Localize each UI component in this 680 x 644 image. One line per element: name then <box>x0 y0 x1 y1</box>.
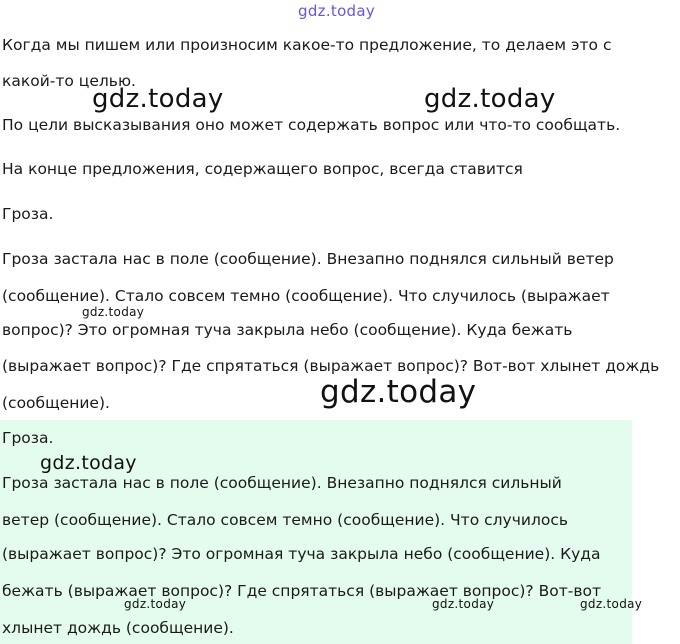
intro-line-2: какой-то целью. <box>2 72 136 90</box>
text-line-5: (сообщение). <box>2 394 110 412</box>
watermark-small-mid: gdz.today <box>82 305 145 319</box>
watermark-small-bottom-1: gdz.today <box>124 597 187 611</box>
watermark-large-right: gdz.today <box>424 84 556 114</box>
intro-line-1: Когда мы пишем или произносим какое-то предложение, то делаем это с <box>2 36 612 54</box>
watermark-answer-top: gdz.today <box>40 452 137 474</box>
answer-line-4: бежать (выражает вопрос)? Где спрятаться (выражает вопрос)? Вот-вот <box>2 582 601 600</box>
watermark-large-left: gdz.today <box>92 84 224 114</box>
answer-line-3: (выражает вопрос)? Это огромная туча закрыла небо (сообщение). Куда <box>2 545 601 563</box>
text-line-2: (сообщение). Стало совсем темно (сообщение). Что случилось (выражает <box>2 287 610 305</box>
text-line-1: Гроза застала нас в поле (сообщение). Внезапно поднялся сильный ветер <box>2 250 614 268</box>
text-line-4: (выражает вопрос)? Где спрятаться (выражает вопрос)? Вот-вот хлынет дождь <box>2 357 660 375</box>
answer-line-1: Гроза застала нас в поле (сообщение). Внезапно поднялся сильный <box>2 474 562 492</box>
watermark-top: gdz.today <box>298 2 376 20</box>
watermark-small-bottom-3: gdz.today <box>580 597 643 611</box>
intro-line-4: На конце предложения, содержащего вопрос, всегда ставится <box>2 160 523 178</box>
intro-line-3: По цели высказывания оно может содержать вопрос или что-то сообщать. <box>2 116 621 134</box>
answer-line-2: ветер (сообщение). Стало совсем темно (сообщение). Что случилось <box>2 511 568 529</box>
answer-title: Гроза. <box>2 429 54 447</box>
watermark-large-center: gdz.today <box>320 374 477 410</box>
text-title: Гроза. <box>2 205 54 223</box>
text-line-3: вопрос)? Это огромная туча закрыла небо (сообщение). Куда бежать <box>2 321 573 339</box>
watermark-small-bottom-2: gdz.today <box>432 597 495 611</box>
answer-line-5: хлынет дождь (сообщение). <box>2 619 234 637</box>
